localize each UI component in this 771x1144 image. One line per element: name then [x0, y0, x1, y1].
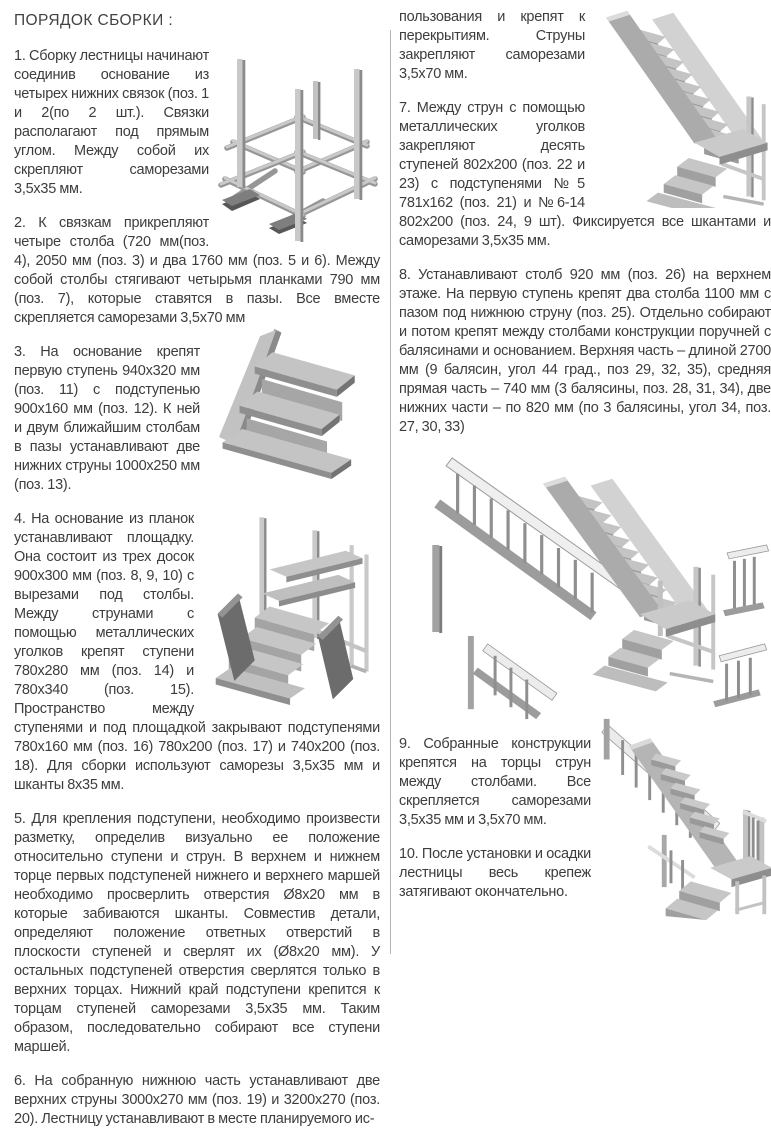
lower-flight-drawing	[202, 508, 380, 705]
column-divider-line	[390, 30, 391, 954]
figure-base-frame-illustration	[217, 45, 380, 245]
step-6-text-end: пользования и крепят к перекрытиям. Струны закрепляют саморезами 3,5х70 мм.	[399, 9, 585, 82]
base-frame-drawing	[217, 45, 380, 245]
page-title: ПОРЯДОК СБОРКИ :	[14, 12, 174, 29]
step-6-text-begin: 6. На собранную нижнюю часть устанавливают две верхних струны 3000х270 мм (поз. 19) и 3200х270 (поз. 20). Лестницу устанавливают в месте планируемого ис-	[14, 1073, 380, 1127]
step-9-text: 9. Собранные конструкции крепятся на торцы струн между столбами. Все скрепляется саморезами 3,5х35 мм и 3,5х70 мм.	[399, 736, 591, 828]
left-column	[14, 8, 380, 1144]
step-5-text: 5. Для крепления подступени, необходимо произвести разметку, определив визуально ее положение относительно ступени и струн. В верхнем и нижнем торце первых подступеней нижнего и верхнего маршей необходимо просверлить отверстия Ø8х20 мм в которые забиваются шканты. Совместив детали, определяют положение ответных отверстий в плоскости ступеней и сверлят их (Ø8х20 мм). У остальных подступеней отверстия сверлятся только в верхних торцах. Нижний край подступени крепится к торцам ступеней саморезами 3,5х35 мм. Таким образом, последовательно собирают все ступени маршей.	[14, 811, 380, 1055]
final-staircase-drawing	[599, 715, 771, 920]
figure-lower-flight-illustration	[202, 508, 380, 705]
step-10-text: 10. После установки и осадки лестницы весь крепеж затягивают окончательно.	[399, 846, 591, 900]
figure-exploded-railings-wrap	[399, 452, 769, 727]
exploded-railings-drawing	[424, 452, 769, 727]
step-3-block	[14, 343, 380, 510]
step-3-text: 3. На основание крепят первую ступень 940х320 мм (поз. 11) с подступенью 900х160 мм (поз. 12). К ней и двум ближайшим столбам в пазы устанавливают две нижних струны 1000х250 мм (поз. 13).	[14, 344, 200, 493]
step-4-block	[14, 510, 380, 810]
upper-flight-drawing	[593, 8, 771, 208]
figure-first-step-illustration	[208, 329, 380, 479]
first-step-drawing	[208, 329, 380, 479]
step-8-text: 8. Устанавливают столб 920 мм (поз. 26) на верхнем этаже. На первую ступень крепят два столба 1100 мм с пазом под нижнюю струну (поз. 25). Отдельно собирают и потом крепят между столбами конструкции поручней с балясинами и основанием. Верхняя часть – длиной 2700 мм (9 балясин, угол 44 град., поз 29, 32, 35), средняя прямая часть – 740 мм (3 балясины, поз. 28, 31, 34), две нижних части – по 820 мм (по 3 балясины, угол 34, поз. 27, 30, 33)	[399, 267, 771, 435]
figure-exploded-railings-illustration	[424, 452, 769, 727]
right-column	[399, 8, 771, 1144]
step-7-text: 7. Между струн с помощью металлических уголков закрепляют десять ступеней 802х200 (поз. 22 и 23) с подступенями №5 781х162 (поз. 21) и №6-14 802х200 (поз. 24, 9 шт). Фиксируется все шкантами и саморезами 3,5х35 мм.	[399, 100, 771, 249]
steps-6end-7-block	[399, 8, 771, 266]
step-2-text: 2. К связкам прикрепляют четыре столба (720 мм(поз. 4), 2050 мм (поз. 3) и два 1760 мм (поз. 5 и 6). Между собой столбы стягивают четырьмя планками 790 мм (поз. 7), которые ставятся в пазы. Все вместе скрепляется саморезами 3,5х70 мм	[14, 215, 380, 326]
steps-9-10-block	[399, 735, 771, 924]
figure-upper-flight-illustration	[593, 8, 771, 208]
step-4-text: 4. На основание из планок устанавливают площадку. Она состоит из трех досок 900х300 мм (поз. 8, 9, 10) с вырезами под столбы. Между струнами с помощью металлических уголков крепят ступени 780х280 мм (поз. 14) и 780х340 (поз. 15). Пространство между ступенями и под площадкой закрывают подступенями 780х160 мм (поз. 16) 780х200 (поз. 17) и 740х200 (поз. 18). Для сборки используют саморезы 3,5х35 мм и шканты 8х35 мм.	[14, 511, 380, 793]
steps-1-2-block	[14, 47, 380, 343]
figure-final-staircase-illustration	[599, 715, 771, 920]
step-1-text: 1. Сборку лестницы начинают соединив основание из четырех нижних связок (поз. 1 и 2(по 2 шт.). Связки располагают под прямым углом. Между собой их скрепляют саморезами 3,5х35 мм.	[14, 48, 209, 197]
